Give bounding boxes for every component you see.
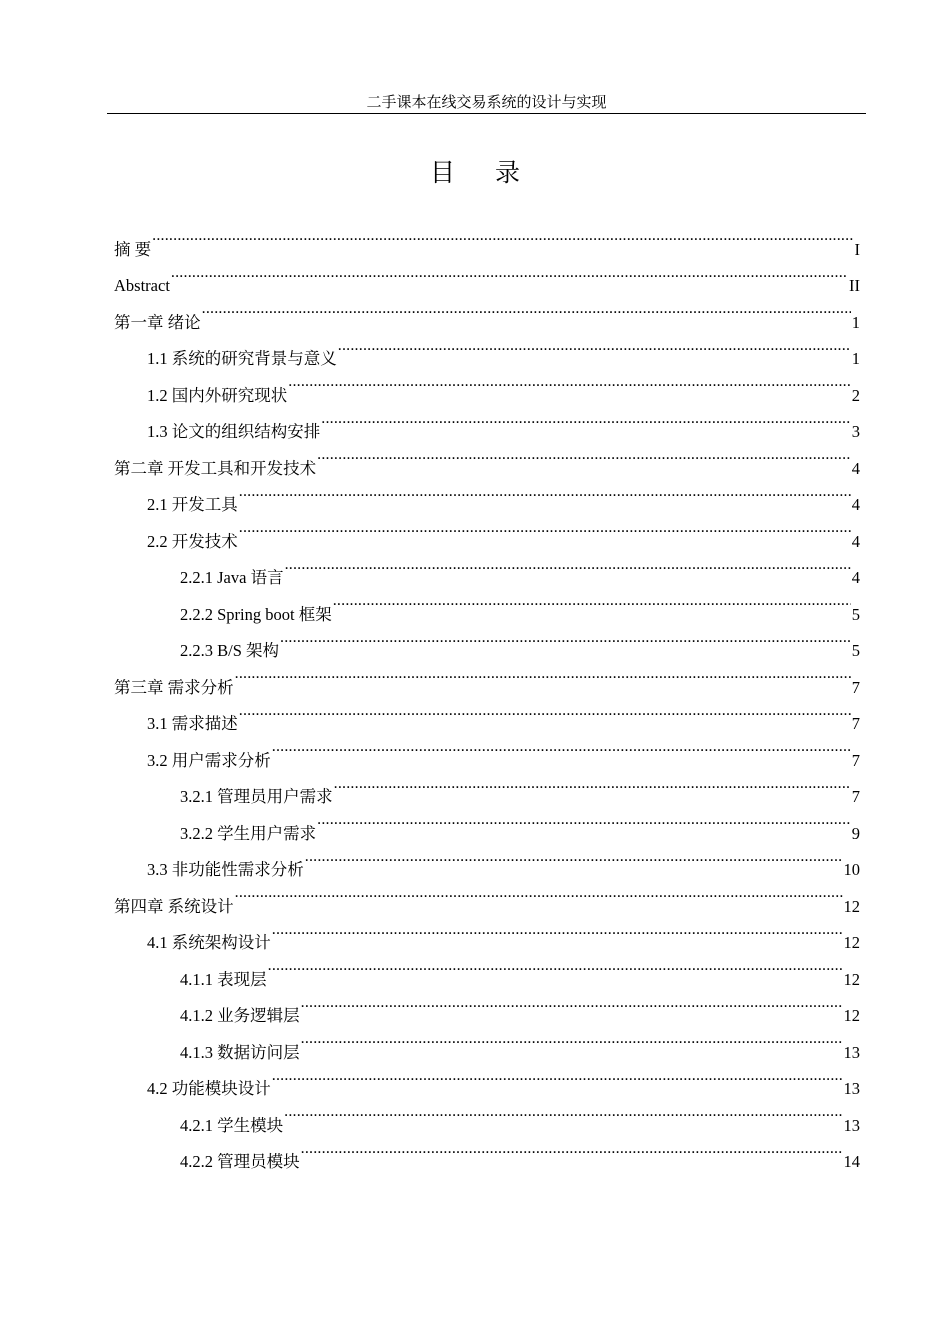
toc-dot-leader [235,875,843,912]
toc-entry-label: 4.1.1 表现层 [180,969,267,989]
toc-entry-label: 第一章 绪论 [114,312,201,332]
toc-entry-label: 2.2.1 Java 语言 [180,568,284,587]
toc-entry-page: II [849,276,860,295]
toc-entry-page: 2 [851,385,860,405]
toc-title [0,157,950,191]
toc-dot-leader [321,401,851,438]
toc-entry-label: 3.2 用户需求分析 [147,750,271,770]
running-header-title: 二手课本在线交易系统的设计与实现 [366,95,607,111]
toc-dot-leader [272,1058,843,1095]
toc-dot-leader [284,1094,842,1131]
toc-entry-label: Abstract [114,276,170,295]
toc-entry-label: 4.2.2 管理员模块 [180,1152,300,1171]
toc-dot-leader [317,802,851,839]
toc-dot-leader [239,510,851,547]
toc-entry-page: 7 [851,714,860,733]
toc-entry-label: 1.2 国内外研究现状 [147,385,288,405]
toc-dot-leader [202,291,851,328]
toc-dot-leader [305,839,843,876]
toc-entry-label: 2.2 开发技术 [147,531,238,551]
toc-entry-page: 12 [843,969,860,989]
running-header [107,93,866,114]
toc-entry-label: 4.2 功能模块设计 [147,1079,271,1098]
toc-entry-page: 10 [843,860,860,879]
toc-entry-label: 2.1 开发工具 [147,495,238,514]
toc-entry[interactable] [114,328,860,368]
toc-entry[interactable] [114,218,860,259]
toc-dot-leader [239,474,851,511]
toc-dot-leader [334,766,851,803]
toc-entry-label: 3.1 需求描述 [147,714,238,733]
toc-dot-leader [301,985,843,1022]
toc-entry-page: 1 [851,312,860,332]
toc-entry-page: 12 [843,1006,860,1025]
toc-entry-page: 7 [851,750,860,770]
toc-entry-page: 5 [851,604,860,624]
toc-entry-page: 9 [851,823,860,843]
toc-entry-page: 12 [843,933,860,952]
toc-dot-leader [268,948,843,985]
toc-entry-label: 1.3 论文的组织结构安排 [147,422,321,441]
toc-dot-leader [235,656,851,693]
toc-entry-label: 1.1 系统的研究背景与意义 [147,349,337,368]
toc-entry-page: 4 [851,531,860,551]
toc-entry-label: 4.1.2 业务逻辑层 [180,1006,300,1025]
toc-entry-label: 2.2.2 Spring boot 框架 [180,604,332,624]
toc-dot-leader [272,912,843,949]
toc-title-char-1: 目 [429,160,455,187]
toc-entry-label: 3.2.2 学生用户需求 [180,823,317,843]
toc-dot-leader [333,583,851,620]
toc-entry-page: 7 [851,787,860,806]
toc-dot-leader [301,1131,843,1168]
toc-dot-leader [338,328,851,365]
toc-entry-page: 4 [851,568,860,587]
toc-entry-page: 4 [851,458,860,478]
toc-entry-label: 4.1 系统架构设计 [147,933,271,952]
toc-entry-label: 摘 要 [114,239,152,259]
toc-entry[interactable] [114,291,860,332]
toc-dot-leader [317,437,851,474]
toc-entry-page: I [854,239,860,259]
toc-entry-page: 7 [851,677,860,697]
toc-entry-label: 第三章 需求分析 [114,677,234,697]
toc-entry-label: 3.2.1 管理员用户需求 [180,787,333,806]
toc-entry-page: 1 [851,349,860,368]
toc-entry-label: 第二章 开发工具和开发技术 [114,458,317,478]
toc-dot-leader [152,218,853,255]
toc-dot-leader [171,255,848,292]
toc-list [114,218,860,1171]
toc-entry-page: 13 [843,1115,860,1135]
toc-dot-leader [301,1021,843,1058]
toc-dot-leader [288,364,851,401]
toc-entry-label: 4.1.3 数据访问层 [180,1042,300,1062]
toc-dot-leader [285,547,851,584]
toc-entry-label: 第四章 系统设计 [114,896,234,916]
toc-entry-label: 3.3 非功能性需求分析 [147,860,304,879]
toc-entry-page: 5 [851,641,860,660]
toc-entry-label: 2.2.3 B/S 架构 [180,641,280,660]
toc-dot-leader [272,729,851,766]
toc-entry-page: 14 [843,1152,860,1171]
toc-dot-leader [280,620,851,657]
toc-dot-leader [239,693,851,730]
toc-entry-page: 12 [843,896,860,916]
toc-entry-label: 4.2.1 学生模块 [180,1115,284,1135]
toc-entry[interactable] [114,255,860,295]
toc-entry-page: 13 [843,1079,860,1098]
toc-entry-page: 4 [851,495,860,514]
toc-entry-page: 3 [851,422,860,441]
toc-title-char-2: 录 [495,160,521,187]
toc-entry-page: 13 [843,1042,860,1062]
